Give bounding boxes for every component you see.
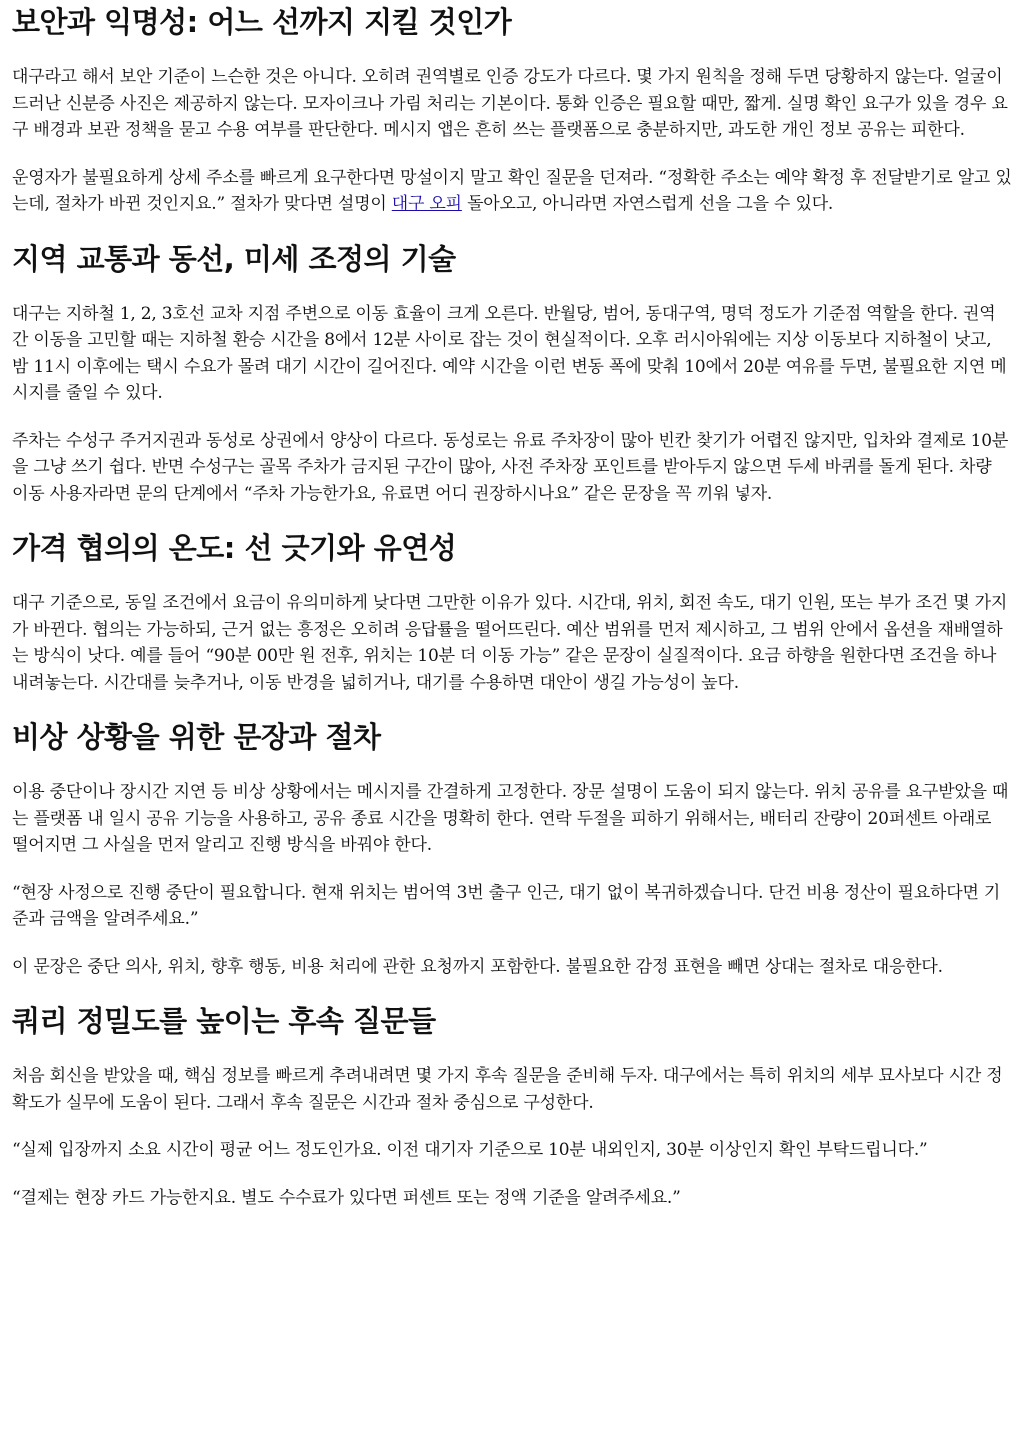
- paragraph: 이 문장은 중단 의사, 위치, 향후 행동, 비용 처리에 관한 요청까지 포함한다. 불필요한 감정 표현을 빼면 상대는 절차로 대응한다.: [12, 956, 943, 977]
- section-transport: [12, 239, 1012, 508]
- daegu-op-link[interactable]: 대구 오피: [391, 194, 462, 214]
- section-emergency: [12, 717, 1012, 980]
- paragraph: 이용 중단이나 장시간 지연 등 비상 상황에서는 메시지를 간결하게 고정한다. 장문 설명이 도움이 되지 않는다. 위치 공유를 요구받았을 때는 플랫폼 내 일시 공유 기능을 사용하고, 공유 종료 시간을 명확히 한다. 연락 두절을 피하기 위해서는, 배터리 잔량이 20퍼센트 아래로 떨어지면 그 사실을 먼저 알리고 진행 방식을 바꿔야 한다.: [12, 782, 1009, 855]
- quote-paragraph: “현장 사정으로 진행 중단이 필요합니다. 현재 위치는 범어역 3번 출구 인근, 대기 없이 복귀하겠습니다. 단건 비용 정산이 필요하다면 기준과 금액을 알려주세요.”: [12, 882, 1001, 929]
- paragraph-text: 돌아오고, 아니라면 자연스럽게 선을 그을 수 있다.: [461, 194, 834, 214]
- section-heading: 가격 협의의 온도: 선 긋기와 유연성: [12, 531, 457, 565]
- section-heading: 쿼리 정밀도를 높이는 후속 질문들: [12, 1004, 436, 1038]
- paragraph: 주차는 수성구 주거지권과 동성로 상권에서 양상이 다르다. 동성로는 유료 주차장이 많아 빈칸 찾기가 어렵진 않지만, 입차와 결제로 10분을 그냥 쓰기 쉽다. 반면 수성구는 골목 주차가 금지된 구간이 많아, 사전 주차장 포인트를 받아두지 않으면 두세 바퀴를 돌게 된다. 차량 이동 사용자라면 문의 단계에서 “주차 가능한가요, 유료면 어디 권장하시나요” 같은 문장을 꼭 끼워 넣자.: [12, 430, 1009, 504]
- section-heading: 지역 교통과 동선, 미세 조정의 기술: [12, 241, 456, 276]
- paragraph-text: 운영자가 불필요하게 상세 주소를 빠르게 요구한다면 망설이지 말고 확인 질문을 던져라. “정확한 주소는 예약 확정 후 전달받기로 알고 있는데, 절차가 바뀐 것인지요.” 절차가 맞다면 설명이: [12, 167, 1012, 214]
- section-heading: 비상 상황을 위한 문장과 절차: [12, 720, 381, 754]
- paragraph: 대구라고 해서 보안 기준이 느슨한 것은 아니다. 오히려 권역별로 인증 강도가 다르다. 몇 가지 원칙을 정해 두면 당황하지 않는다. 얼굴이 드러난 신분증 사진은 제공하지 않는다. 모자이크나 가림 처리는 기본이다. 통화 인증은 필요할 때만, 짧게. 실명 확인 요구가 있을 경우 요구 배경과 보관 정책을 묻고 수용 여부를 판단한다. 메시지 앱은 흔히 쓰는 플랫폼으로 충분하지만, 과도한 개인 정보 공유는 피한다.: [12, 67, 1008, 140]
- section-security: [12, 2, 1012, 218]
- section-followup: [12, 1001, 1012, 1211]
- paragraph-with-link: [12, 165, 1012, 218]
- paragraph: 처음 회신을 받았을 때, 핵심 정보를 빠르게 추려내려면 몇 가지 후속 질문을 준비해 두자. 대구에서는 특히 위치의 세부 묘사보다 시간 정확도가 실무에 도움이 된다. 그래서 후속 질문은 시간과 절차 중심으로 구성한다.: [12, 1066, 1003, 1113]
- paragraph: 대구 기준으로, 동일 조건에서 요금이 유의미하게 낮다면 그만한 이유가 있다. 시간대, 위치, 회전 속도, 대기 인원, 또는 부가 조건 몇 가지가 바뀐다. 협의는 가능하되, 근거 없는 흥정은 오히려 응답률을 떨어뜨린다. 예산 범위를 먼저 제시하고, 그 범위 안에서 옵션을 재배열하는 방식이 낫다. 예를 들어 “90분 00만 원 전후, 위치는 10분 더 이동 가능” 같은 문장이 실질적이다. 요금 하향을 원한다면 조건을 하나 내려놓는다. 시간대를 늦추거나, 이동 반경을 넓히거나, 대기를 수용하면 대안이 생길 가능성이 높다.: [12, 593, 1008, 693]
- quote-paragraph: “결제는 현장 카드 가능한지요. 별도 수수료가 있다면 퍼센트 또는 정액 기준을 알려주세요.”: [12, 1187, 681, 1208]
- section-heading: 보안과 익명성: 어느 선까지 지킬 것인가: [12, 5, 512, 39]
- paragraph: 대구는 지하철 1, 2, 3호선 교차 지점 주변으로 이동 효율이 크게 오른다. 반월당, 범어, 동대구역, 명덕 정도가 기준점 역할을 한다. 권역 간 이동을 고민할 때는 지하철 환승 시간을 8에서 12분 사이로 잡는 것이 현실적이다. 오후 러시아워에는 지상 이동보다 지하철이 낫고, 밤 11시 이후에는 택시 수요가 몰려 대기 시간이 길어진다. 예약 시간을 이런 변동 폭에 맞춰 10에서 20분 여유를 두면, 불필요한 지연 메시지를 줄일 수 있다.: [12, 303, 1007, 403]
- quote-paragraph: “실제 입장까지 소요 시간이 평균 어느 정도인가요. 이전 대기자 기준으로 10분 내외인지, 30분 이상인지 확인 부탁드립니다.”: [12, 1140, 928, 1160]
- section-pricing: [12, 528, 1012, 696]
